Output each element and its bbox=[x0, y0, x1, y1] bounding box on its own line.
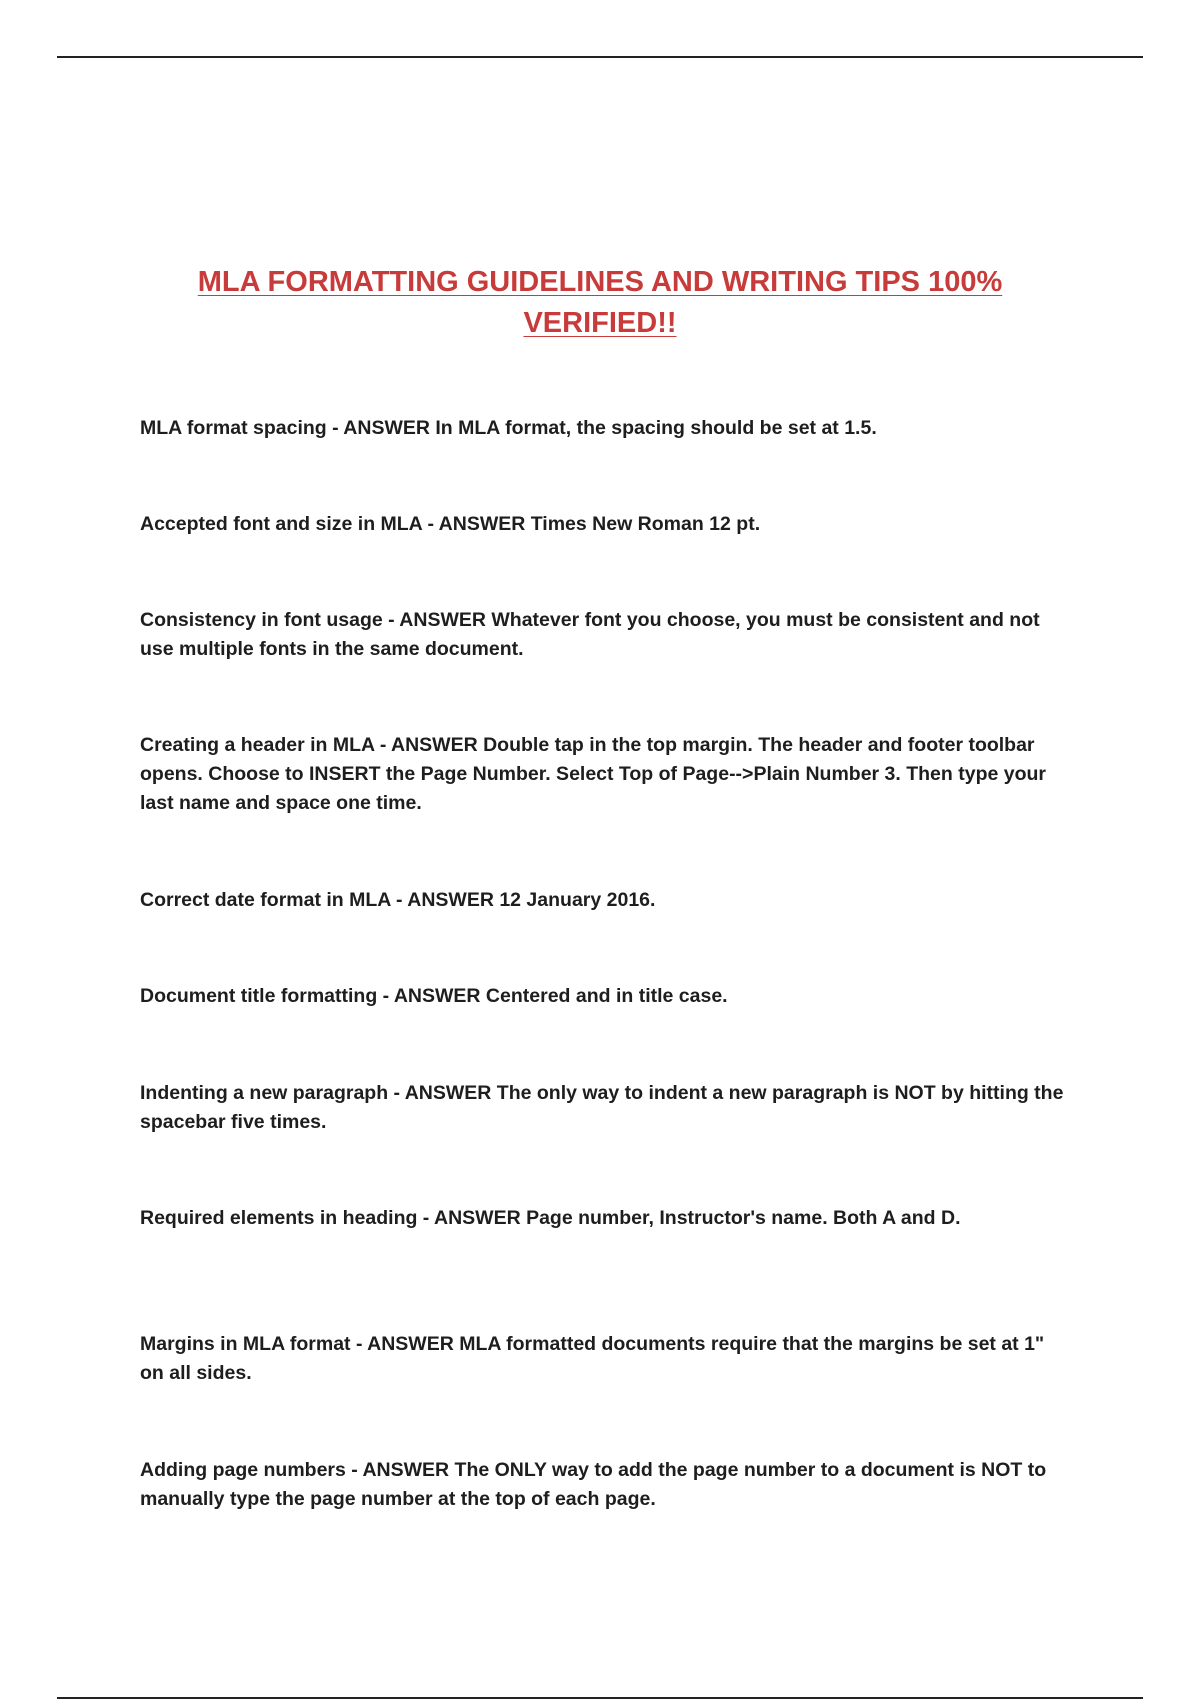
qa-item: Document title formatting - ANSWER Centered and in title case. bbox=[140, 985, 728, 1007]
bottom-divider bbox=[57, 1697, 1143, 1699]
qa-item: Consistency in font usage - ANSWER Whatever font you choose, you must be consistent and not use multiple fonts in the same document. bbox=[140, 609, 1040, 660]
document-title: MLA FORMATTING GUIDELINES AND WRITING TIPS 100% VERIFIED!! bbox=[197, 266, 1003, 339]
qa-item: Required elements in heading - ANSWER Page number, Instructor's name. Both A and D. bbox=[140, 1207, 961, 1229]
qa-item: MLA format spacing - ANSWER In MLA format, the spacing should be set at 1.5. bbox=[140, 417, 877, 439]
qa-item: Correct date format in MLA - ANSWER 12 January 2016. bbox=[140, 889, 656, 911]
qa-item: Accepted font and size in MLA - ANSWER Times New Roman 12 pt. bbox=[140, 513, 761, 535]
qa-item: Creating a header in MLA - ANSWER Double tap in the top margin. The header and footer toolbar opens. Choose to INSERT the Page Number. Select Top of Page-->Plain Number 3. Then type your last name and space one time. bbox=[140, 734, 1046, 814]
qa-item: Indenting a new paragraph - ANSWER The only way to indent a new paragraph is NOT by hitting the spacebar five times. bbox=[140, 1082, 1064, 1133]
qa-item: Adding page numbers - ANSWER The ONLY way to add the page number to a document is NOT to manually type the page number at the top of each page. bbox=[140, 1459, 1047, 1510]
qa-item: Margins in MLA format - ANSWER MLA formatted documents require that the margins be set at 1" on all sides. bbox=[140, 1333, 1045, 1384]
